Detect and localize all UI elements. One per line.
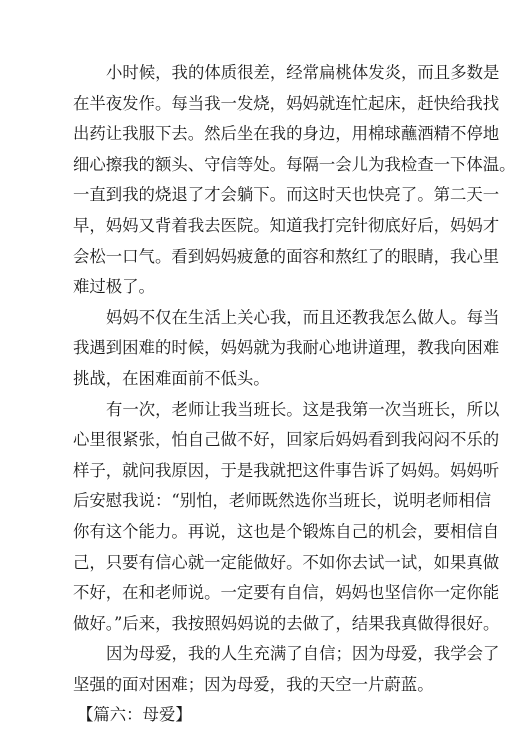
text-line: 心里很紧张，怕自己做不好，回家后妈妈看到我闷闷不乐的 bbox=[73, 430, 500, 450]
document-page bbox=[73, 58, 516, 731]
text-line: 不好，在和老师说。一定要有自信，妈妈也坚信你一定你能 bbox=[73, 583, 500, 603]
text-line: 你有这个能力。再说，这也是个锻炼自己的机会，要相信自 bbox=[73, 521, 500, 541]
text-line: 因为母爱，我的人生充满了自信；因为母爱，我学会了 bbox=[106, 644, 500, 664]
paragraph-class-monitor bbox=[73, 395, 500, 640]
text-line: 细心擦我的额头、守信等处。每隔一会儿为我检查一下体温。 bbox=[73, 154, 516, 174]
text-line: 出药让我服下去。然后坐在我的身边，用棉球蘸酒精不停地 bbox=[73, 124, 500, 144]
text-line: 做好。”后来，我按照妈妈说的去做了，结果我真做得很好。 bbox=[73, 613, 500, 633]
text-line: 在半夜发作。每当我一发烧，妈妈就连忙起床，赶快给我找 bbox=[73, 93, 500, 113]
text-line: 己，只要有信心就一定能做好。不如你去试一试，如果真做 bbox=[73, 552, 500, 572]
section-heading: 【篇六：母爱】 bbox=[77, 705, 192, 725]
text-line: 挑战，在困难面前不低头。 bbox=[73, 368, 270, 388]
text-line: 样子，就问我原因，于是我就把这件事告诉了妈妈。妈妈听 bbox=[73, 460, 500, 480]
text-line: 后安慰我说：“别怕，老师既然选你当班长，说明老师相信 bbox=[73, 491, 492, 511]
text-line: 坚强的面对困难；因为母爱，我的天空一片蔚蓝。 bbox=[73, 674, 434, 694]
text-line: 我遇到困难的时候，妈妈就为我耐心地讲道理，教我向困难 bbox=[73, 338, 500, 358]
text-line: 难过极了。 bbox=[73, 277, 155, 297]
text-line: 有一次，老师让我当班长。这是我第一次当班长，所以 bbox=[106, 399, 500, 419]
text-line: 一直到我的烧退了才会躺下。而这时天也快亮了。第二天一 bbox=[73, 185, 500, 205]
paragraph-childhood-illness bbox=[73, 58, 516, 303]
text-line: 小时候，我的体质很差，经常扁桃体发炎，而且多数是 bbox=[106, 63, 500, 82]
paragraph-because-of-motherly-love bbox=[73, 639, 500, 700]
text-line: 妈妈不仅在生活上关心我，而且还教我怎么做人。每当 bbox=[106, 307, 500, 327]
text-line: 早，妈妈又背着我去医院。知道我打完针彻底好后，妈妈才 bbox=[73, 215, 500, 235]
paragraph-teaching-to-be-a-person bbox=[73, 303, 500, 395]
text-line: 会松一口气。看到妈妈疲惫的面容和熬红了的眼睛，我心里 bbox=[73, 246, 500, 266]
